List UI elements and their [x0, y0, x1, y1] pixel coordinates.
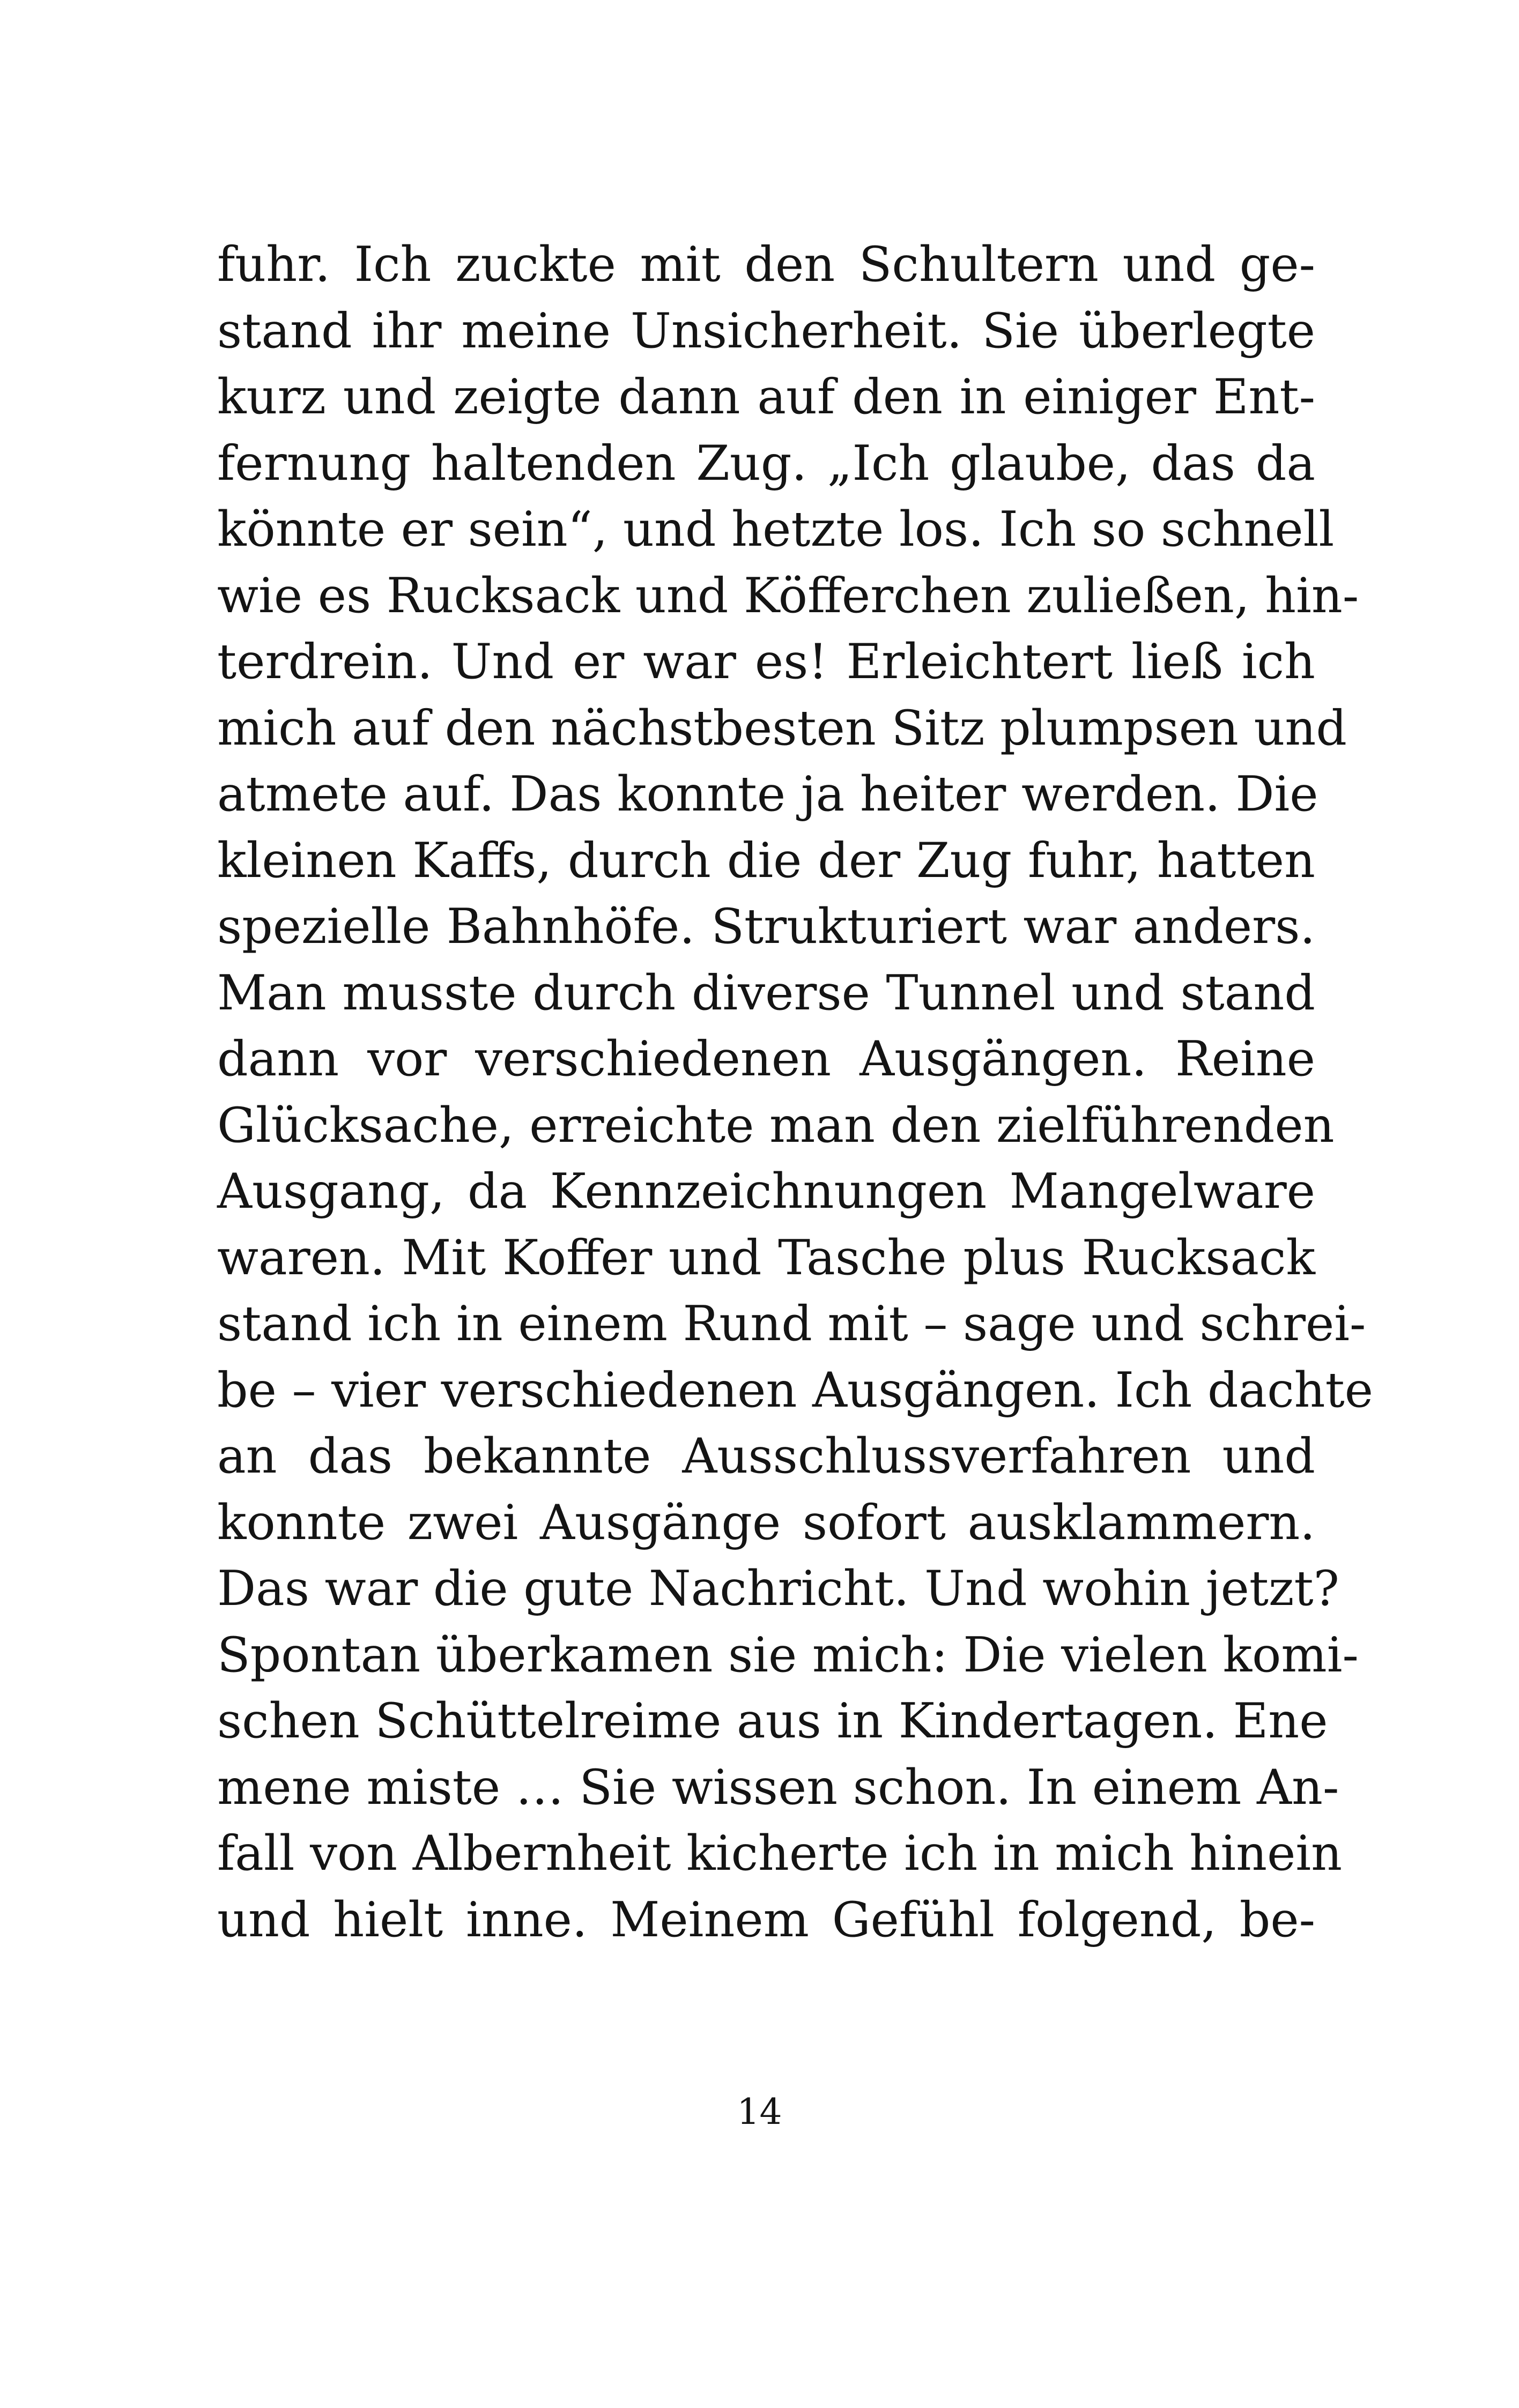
text-line: fall von Albernheit kicherte ich in mich hinein [217, 1825, 1343, 1882]
text-line: schen Schüttelreime aus in Kindertagen. Ene [217, 1693, 1328, 1749]
text-line: wie es Rucksack und Köfferchen zuließen, hin- [217, 567, 1359, 624]
text-line: Glücksache, erreichte man den zielführenden [217, 1097, 1335, 1154]
text-line: kleinen Kaffs, durch die der Zug fuhr, hatten [217, 832, 1315, 889]
text-line: spezielle Bahnhöfe. Strukturiert war anders. [217, 898, 1315, 955]
text-line: stand ich in einem Rund mit – sage und schrei- [217, 1296, 1366, 1352]
text-line: Ausgang, da Kennzeichnungen Mangelware [217, 1163, 1315, 1220]
text-line: fuhr. Ich zuckte mit den Schultern und ge- [217, 236, 1315, 293]
page-number: 14 [737, 2091, 782, 2132]
text-line: an das bekannte Ausschlussverfahren und [217, 1428, 1315, 1484]
text-line: Spontan überkamen sie mich: Die vielen komi- [217, 1626, 1359, 1683]
text-line: fernung haltenden Zug. „Ich glaube, das da [217, 435, 1315, 492]
text-line: kurz und zeigte dann auf den in einiger Ent- [217, 369, 1315, 425]
text-line: dann vor verschiedenen Ausgängen. Reine [217, 1031, 1315, 1087]
text-line: mene miste … Sie wissen schon. In einem An- [217, 1759, 1339, 1816]
text-line: terdrein. Und er war es! Erleichtert ließ ich [217, 634, 1315, 690]
text-line: könnte er sein“, und hetzte los. Ich so schnell [217, 501, 1335, 558]
text-line: be – vier verschiedenen Ausgängen. Ich dachte [217, 1362, 1374, 1418]
text-line: stand ihr meine Unsicherheit. Sie überlegte [217, 302, 1315, 359]
text-line: konnte zwei Ausgänge sofort ausklammern. [217, 1494, 1315, 1551]
text-line: Das war die gute Nachricht. Und wohin jetzt? [217, 1560, 1339, 1617]
text-line: Man musste durch diverse Tunnel und stand [217, 964, 1315, 1021]
text-line: waren. Mit Koffer und Tasche plus Rucksack [217, 1229, 1315, 1286]
text-line: und hielt inne. Meinem Gefühl folgend, be- [217, 1891, 1315, 1948]
text-line: atmete auf. Das konnte ja heiter werden. Die [217, 766, 1318, 822]
body-text [217, 232, 1374, 1953]
text-line: mich auf den nächstbesten Sitz plumpsen und [217, 700, 1347, 756]
